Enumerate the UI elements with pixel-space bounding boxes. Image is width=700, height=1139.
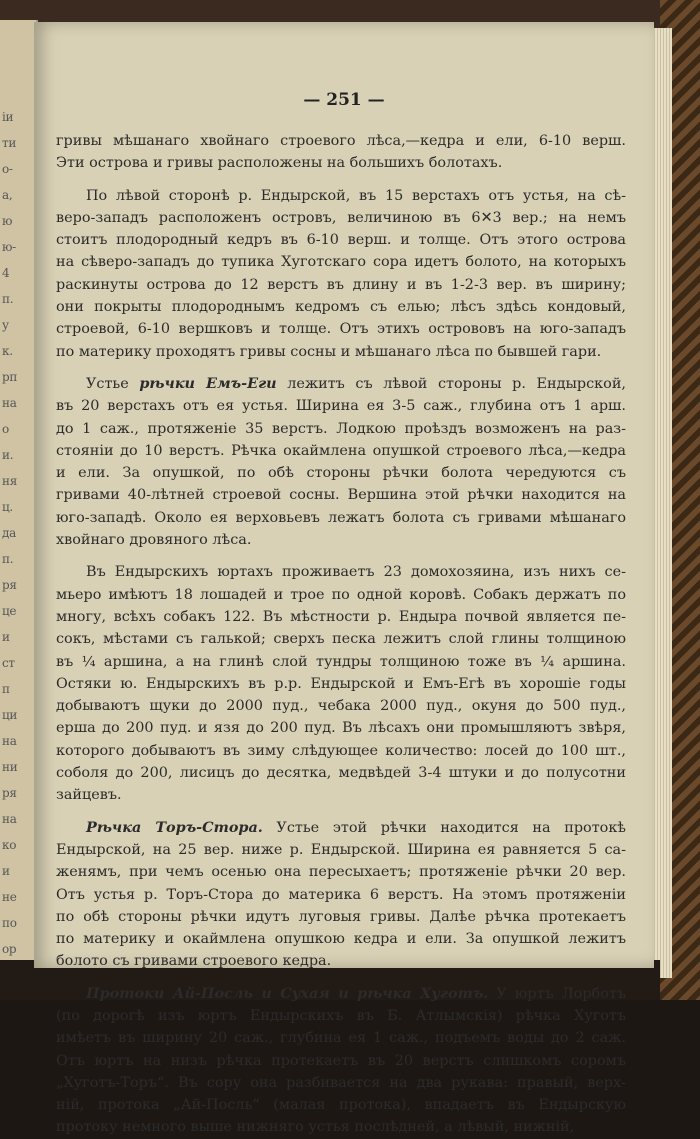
text-line: юго-западѣ. Около ея верховьевъ лежатъ болота съ гривами мѣшанаго	[56, 509, 626, 526]
text-line: ерша до 200 пуд. и язя до 200 пуд. Въ лѣсахъ они промышляютъ звѣря,	[56, 720, 626, 737]
text-line: по обѣ стороны рѣчки идутъ луговыя гривы. Далѣе рѣчка протекаетъ	[56, 908, 626, 925]
left-page-fragment: да	[2, 526, 16, 540]
text-line: зайцевъ.	[56, 787, 122, 804]
text-line: на сѣверо-западъ до тупика Хуготскаго сора идетъ болото, на которыхъ	[56, 254, 626, 271]
text-line: которого добываютъ въ зиму слѣдующее количество: лосей до 100 шт.,	[56, 742, 626, 759]
text-line: Устье рѣчки Емъ-Еги лежитъ съ лѣвой стороны р. Ендырской,	[86, 374, 626, 392]
text-line: Остяки ю. Ендырскихъ въ р.р. Ендырской и Емъ-Егѣ въ хорошіе годы	[56, 675, 626, 692]
left-page-fragment: о	[2, 422, 9, 436]
left-page-fragment: на	[2, 396, 17, 410]
text-line: стояніи до 10 верстъ. Рѣчка окаймлена опушкой строевого лѣса,—кедра	[56, 442, 626, 459]
paragraph	[56, 130, 626, 175]
left-page-fragment: к.	[2, 344, 13, 358]
left-page-fragment: и	[2, 864, 10, 878]
left-page-fragment: п	[2, 682, 10, 696]
left-page-fragment: ор	[2, 942, 17, 956]
paragraph	[56, 561, 626, 806]
text-line: женямъ, при чемъ осенью она пересыхаетъ; протяженіе рѣчки 20 вер.	[56, 864, 626, 881]
text-line: раскинуты острова до 12 верстъ въ длину и въ 1-2-3 вер. въ ширину;	[56, 276, 626, 293]
text-line: по материку проходятъ гривы сосны и мѣшанаго лѣса по бывшей гари.	[56, 343, 602, 360]
text-line: хвойнаго дровяного лѣса.	[56, 532, 252, 549]
left-page-fragment: и	[2, 630, 10, 644]
text-line: гривами 40-лѣтней строевой сосны. Вершина этой рѣчки находится на	[56, 487, 626, 504]
page-text	[56, 130, 626, 1139]
left-page-fragment: 4	[2, 266, 10, 280]
text-line: ній, протока „Ай-Посль“ (малая протока), впадаетъ въ Ендырскую	[56, 1097, 626, 1114]
paragraph	[56, 983, 626, 1139]
text-line: Рѣчка Торъ-Стора. Устье этой рѣчки находится на протокѣ	[86, 818, 626, 836]
text-line: веро-западъ расположенъ островъ, величиною въ 6✕3 вер.; на немъ	[56, 209, 626, 226]
left-page-fragment: а,	[2, 188, 13, 202]
book-page	[34, 22, 654, 1136]
italic-heading: рѣчки Емъ-Еги	[139, 374, 277, 392]
left-page-fragment: у	[2, 318, 9, 332]
text-line: болото съ гривами строевого кедра.	[56, 953, 332, 970]
text-line: По лѣвой сторонѣ р. Ендырской, въ 15 верстахъ отъ устья, на сѣ-	[86, 187, 626, 204]
text-line: „Хуготъ-Торъ“. Въ сору она разбивается на два рукава: правый, верх-	[56, 1074, 626, 1091]
text-line: гривы мѣшанаго хвойнаго строевого лѣса,—кедра и ели, 6-10 верш.	[56, 133, 626, 149]
text-line: мьеро имѣютъ 18 лошадей и трое по одной коровѣ. Собакъ держатъ по	[56, 586, 626, 603]
text-line: сокъ, мѣстами съ галькой; сверхъ песка лежитъ слой глины толщиною	[56, 631, 626, 648]
text-line: Ендырской, на 25 вер. ниже р. Ендырской. Ширина ея равняется 5 са-	[56, 841, 626, 858]
text-line: до 1 саж., протяженіе 35 верстъ. Лодкою проѣздъ возможенъ на раз-	[56, 420, 626, 437]
left-page-fragment: ю	[2, 214, 13, 228]
text-line: (по дорогѣ изъ юртъ Ендырскихъ въ Б. Атлымскія) рѣчка Хуготъ	[56, 1007, 626, 1024]
left-page-fragment: ня	[2, 474, 17, 488]
text-line: Отъ устья р. Торъ-Стора до материка 6 верстъ. На этомъ протяженіи	[56, 886, 626, 903]
left-page-fragment: ря	[2, 786, 17, 800]
paragraph	[56, 185, 626, 363]
left-page-fragment: не	[2, 890, 17, 904]
left-page-fragment: ст	[2, 656, 15, 670]
text-line: Эти острова и гривы расположены на большихъ болотахъ.	[56, 155, 503, 172]
italic-heading: Рѣчка Торъ-Стора.	[86, 818, 263, 836]
text-line: по материку и окаймлена опушкою кедра и ели. За опушкой лежитъ	[56, 931, 626, 948]
left-page-fragment: ти	[2, 136, 17, 150]
text-line: многу, всѣхъ собакъ 122. Въ мѣстности р. Ендыра почвой является пе-	[56, 608, 626, 625]
text-line: Въ Ендырскихъ юртахъ проживаетъ 23 домохозяина, изъ нихъ се-	[86, 564, 626, 581]
left-page-fragment: ц.	[2, 500, 13, 514]
text-line: протоку немного выше нижняго устья послѣдней, а лѣвый, нижній,	[56, 1119, 575, 1136]
paragraph	[56, 817, 626, 973]
left-page-fragment: на	[2, 734, 17, 748]
left-page-fragment: це	[2, 604, 17, 618]
left-page-fragment: ни	[2, 760, 18, 774]
text-line: въ ¼ аршина, а на глинѣ слой тундры толщиною тоже въ ¼ аршина.	[56, 653, 626, 670]
left-page-fragment: по	[2, 916, 17, 930]
text-line: Протоки Ай-Посль и Сухая и рѣчка Хуготъ. У юртъ Лорботъ	[86, 984, 626, 1002]
text-line: они покрыты плодороднымъ кедромъ съ елью; лѣсъ здѣсь кондовый,	[56, 299, 626, 316]
text-line: имѣетъ въ ширину 20 саж., глубина ея 1 саж., подъемъ воды до 2 саж.	[56, 1030, 626, 1047]
left-page-fragment: рп	[2, 370, 18, 384]
left-page-fragment: п.	[2, 552, 14, 566]
text-line: строевой, 6-10 вершковъ и толще. Отъ этихъ острововъ на юго-западъ	[56, 321, 626, 338]
text-line: и ели. За опушкой, по обѣ стороны рѣчки болота чередуются съ	[56, 465, 626, 482]
page-number: — 251 —	[303, 90, 385, 110]
text-line: Отъ юртъ на низъ рѣчка протекаетъ въ 20 верстъ слишкомъ соромъ	[56, 1052, 626, 1069]
left-page-edge	[0, 20, 38, 960]
left-page-fragment: іи	[2, 110, 14, 124]
italic-heading: Протоки Ай-Посль и Сухая и рѣчка Хуготъ.	[86, 984, 489, 1002]
text-line: добываютъ щуки до 2000 пуд., чебака 2000 пуд., окуня до 500 пуд.,	[56, 698, 626, 715]
paragraph	[56, 373, 626, 551]
left-page-fragment: ю-	[2, 240, 16, 254]
left-page-fragment: ци	[2, 708, 18, 722]
left-page-fragment: о-	[2, 162, 13, 176]
text-line: соболя до 200, лисицъ до десятка, медвѣдей 3-4 штуки и до полусотни	[56, 765, 626, 782]
left-page-fragment: ко	[2, 838, 17, 852]
left-page-fragment: п.	[2, 292, 14, 306]
text-line: въ 20 верстахъ отъ ея устья. Ширина ея 3-5 саж., глубина отъ 1 арш.	[56, 398, 626, 415]
text-line: стоитъ плодородный кедръ въ 6-10 верш. и толще. Отъ этого острова	[56, 232, 626, 249]
left-page-fragment: и.	[2, 448, 14, 462]
left-page-fragment: на	[2, 812, 17, 826]
left-page-fragment: ря	[2, 578, 17, 592]
